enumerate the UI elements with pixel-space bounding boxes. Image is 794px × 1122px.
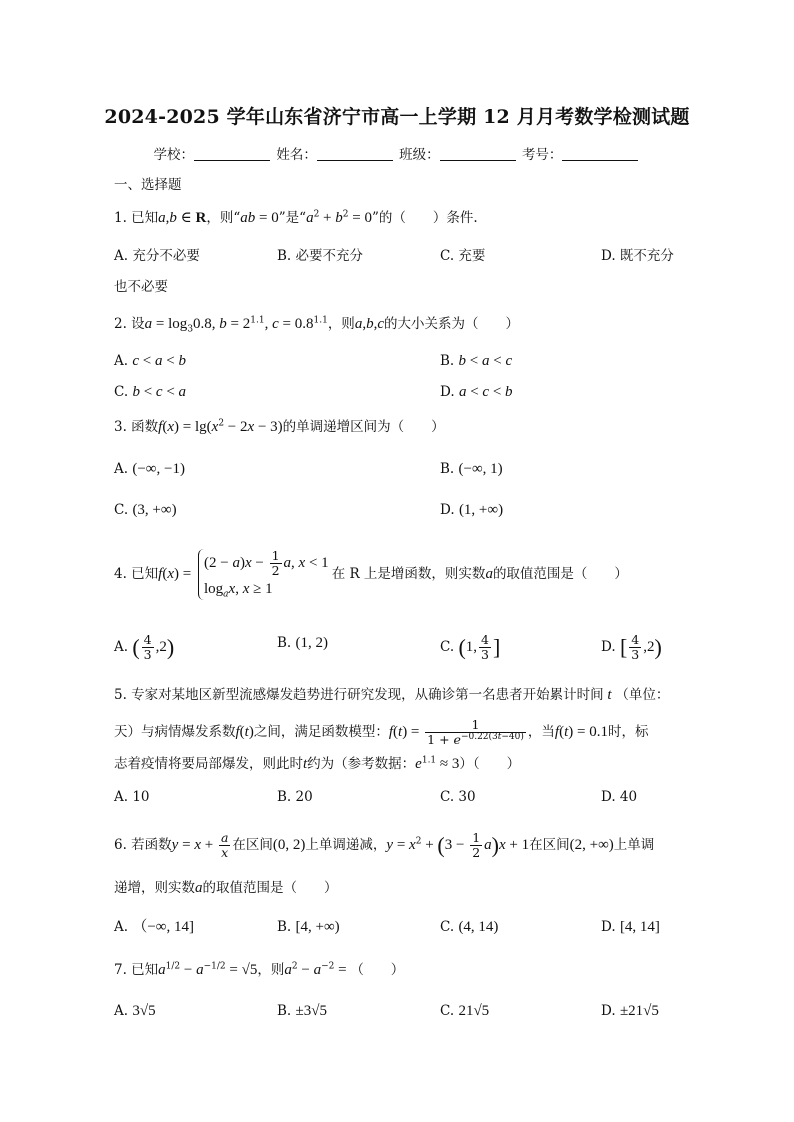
name-label: 姓名： — [276, 147, 317, 163]
class-blank[interactable] — [440, 148, 516, 161]
option-6a: A. （−∞, 14] — [114, 919, 194, 935]
question-5-line2: 天）与病情爆发系数f(t)之间，满足函数模型：f(t) = $\frac{1}{1 + e^{-0.22(3t-40)}}$ ，当f(t) = 0.1时，标 — [114, 717, 649, 747]
option-4d: D. [ $\frac{4}{3}$ ,2) — [601, 632, 662, 662]
option-5c: C. 30 — [440, 789, 476, 805]
class-label: 班级： — [399, 147, 440, 163]
question-7: 7. 已知$a^{1/2} - a^{-1/2} = √5$，则$a^2 - a^{-2}$ = （ ） — [114, 961, 405, 978]
question-4: 4. 已知f(x) = (2 − a)x − $\frac{1}{2}$ a, x < 1 $\log_ax$, x ≥ 1 在 R 上是增函数，则实数a的取值范围是（ ） — [114, 548, 628, 600]
option-7d: D. ±21√5 — [601, 1003, 659, 1019]
option-1d-wrap: 也不必要 — [114, 279, 168, 295]
option-4c: C. (1, $\frac{4}{3}$ ] — [440, 632, 501, 662]
option-3d: D. (1, +∞) — [440, 502, 504, 518]
option-6d: D. [4, 14] — [601, 919, 660, 935]
option-5a: A. 10 — [114, 789, 150, 805]
question-5-line3: 志着疫情将要局部爆发，则此时t约为（参考数据：$e^{1.1} \approx 3$）（ ） — [114, 755, 521, 772]
name-blank[interactable] — [317, 148, 393, 161]
school-label: 学校： — [153, 147, 195, 163]
exam-no-label: 考号： — [521, 147, 563, 163]
exam-no-blank[interactable] — [562, 148, 638, 161]
option-1c: C. 充要 — [440, 248, 486, 264]
option-6b: B. [4, +∞) — [277, 919, 340, 935]
option-2a: A. c < a < b — [114, 353, 186, 369]
option-5b: B. 20 — [277, 789, 313, 805]
option-3a: A. (−∞, −1) — [114, 461, 185, 477]
student-info-line — [0, 143, 794, 163]
question-6: 6. 若函数y = x + $\frac{a}{x}$ 在区间(0, 2)上单调递减，$y = x^2 + (3$ − $\frac{1}{2}$ a)x + 1在区间(2, +∞)上单调 — [114, 830, 655, 860]
option-5d: D. 40 — [601, 789, 638, 805]
question-5: 5. 专家对某地区新型流感爆发趋势进行研究发现，从确诊第一名患者开始累计时间 t （单位： — [114, 687, 670, 703]
option-4b: B. (1, 2) — [277, 635, 329, 651]
question-2: 2. 设$a = \log_30.8$, $b = 2^{1.1}$, $c = 0.8^{1.1}$，则a,b,c的大小关系为（ ） — [114, 315, 519, 335]
option-1b: B. 必要不充分 — [277, 248, 364, 264]
question-1: 1. 已知a,b ∈ R，则“ab = 0”是“$a^2 + b^2 = 0$”的（ ）条件. — [114, 209, 478, 226]
option-7a: A. 3√5 — [114, 1003, 156, 1019]
option-2b: B. b < a < c — [440, 353, 513, 369]
question-3: 3. 函数$f(x) = \lg(x^2 - 2x - 3)$的单调递增区间为（ ） — [114, 418, 445, 435]
option-3c: C. (3, +∞) — [114, 502, 177, 518]
question-6-line2: 递增，则实数a的取值范围是（ ） — [114, 880, 338, 896]
school-blank[interactable] — [194, 148, 270, 161]
option-2d: D. a < c < b — [440, 384, 513, 400]
section-heading: 一、选择题 — [114, 177, 182, 193]
option-7c: C. 21√5 — [440, 1003, 490, 1019]
option-1a: A. 充分不必要 — [114, 248, 200, 264]
option-1d: D. 既不充分 — [601, 248, 674, 264]
page-title: 2024-2025 学年山东省济宁市高一上学期 12 月月考数学检测试题 — [104, 106, 690, 128]
option-6c: C. (4, 14) — [440, 919, 499, 935]
option-7b: B. ±3√5 — [277, 1003, 327, 1019]
piecewise-brace: (2 − a)x − $\frac{1}{2}$ a, x < 1 $\log_ax$, x ≥ 1 — [198, 549, 329, 600]
option-3b: B. (−∞, 1) — [440, 461, 503, 477]
option-4a: A. ( $\frac{4}{3}$ ,2) — [114, 632, 175, 662]
option-2c: C. b < c < a — [114, 384, 187, 400]
